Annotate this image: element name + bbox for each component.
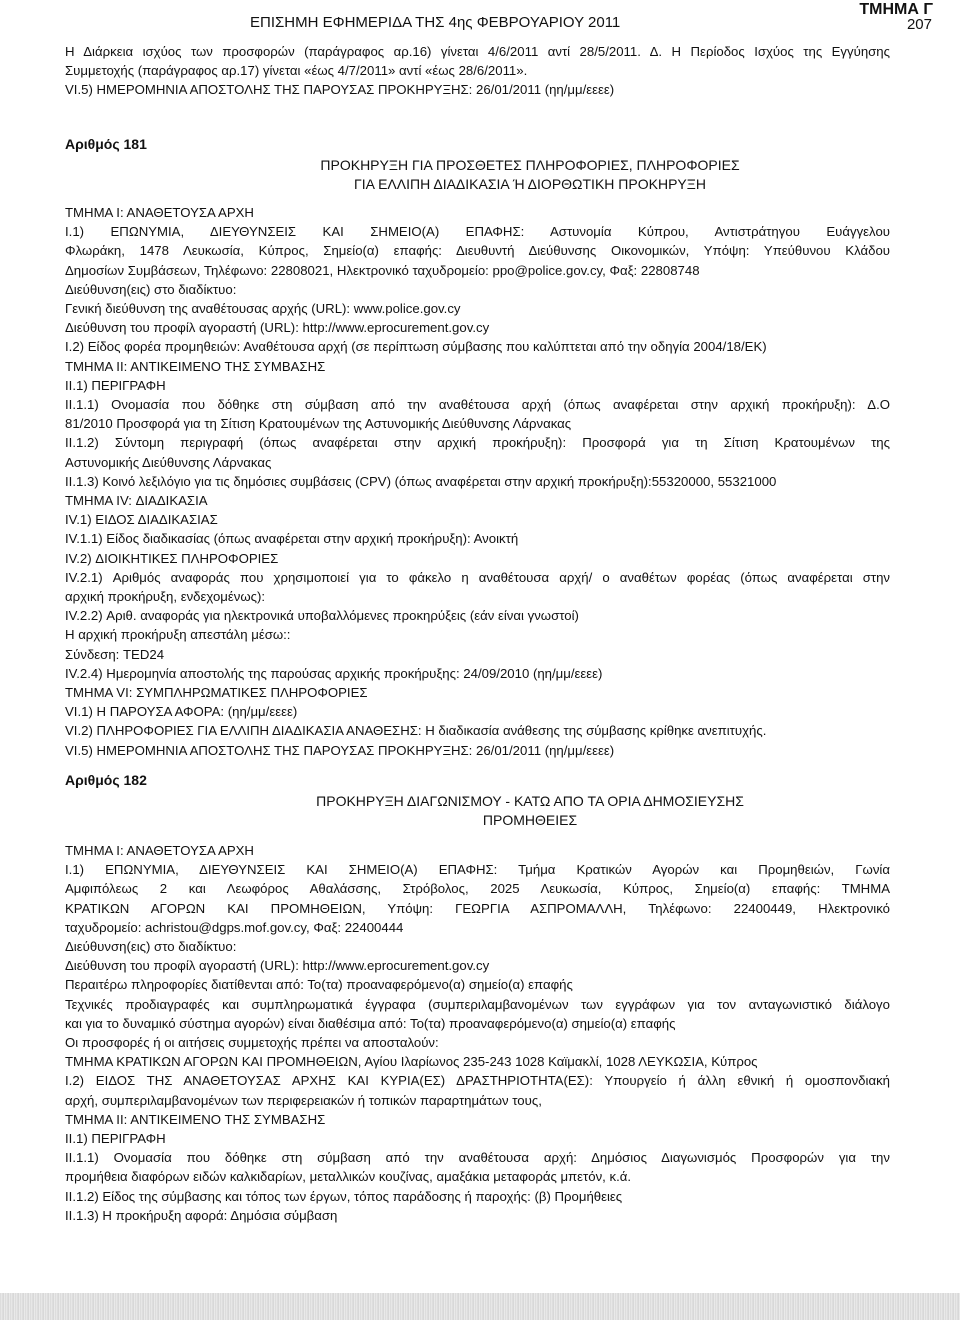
text-line: Αμφιπόλεως 2 και Λεωφόρος Αθαλάσσης, Στρόβολος, 2025 Λευκωσία, Κύπρος, Σημείο(α) επαφής: ΤΜΗΜΑ [65,881,890,897]
section-heading: ΤΜΗΜΑ ΙΙ: ΑΝΤΙΚΕΙΜΕΝΟ ΤΗΣ ΣΥΜΒΑΣΗΣ [65,1111,326,1127]
text-line: Αστυνομικής Διεύθυνσης Λάρνακας [65,454,272,470]
notice-number: Αριθμός 181 [65,136,147,152]
text-line: αρχή, συμπεριλαμβανομένων των περιφερειακών ή τοπικών παραρτημάτων τους, [65,1092,542,1108]
section-heading: ΤΜΗΜΑ Ι: ΑΝΑΘΕΤΟΥΣΑ ΑΡΧΗ [65,843,254,858]
text-line: Περαιτέρω πληροφορίες διατίθενται από: Το(τα) προαναφερόμενο(α) σημείο(α) επαφής [65,977,573,993]
text-line: IV.2.2) Αριθ. αναφοράς για ηλεκτρονικά υποβαλλόμενες προκηρύξεις (εάν είναι γνωστοί) [65,608,579,624]
section-heading: ΤΜΗΜΑ ΙΙ: ΑΝΤΙΚΕΙΜΕΝΟ ΤΗΣ ΣΥΜΒΑΣΗΣ [65,358,326,374]
text-line: Συμμετοχής (παράγραφος αρ.17) γίνεται «έως 4/7/2011» αντί «έως 28/6/2011». [65,63,528,79]
subsection-heading: IV.1) ΕΙΔΟΣ ΔΙΑΔΙΚΑΣΙΑΣ [65,512,218,528]
text-line: Η Διάρκεια ισχύος των προσφορών (παράγραφος αρ.16) γίνεται 4/6/2011 αντί 28/5/2011. Δ. Η Περίοδος Ισχύος της Εγγύησης [65,44,890,59]
text-line: Ι.1) ΕΠΩΝΥΜΙΑ, ΔΙΕΥΘΥΝΣΕΙΣ ΚΑΙ ΣΗΜΕΙΟ(Α) ΕΠΑΦΗΣ: Τμήμα Κρατικών Αγορών και Προμηθειών, Γωνία [65,862,890,878]
text-line: προμήθεια διαφόρων ειδών καλκιδαρίων, μεταλλικών κουζίνας, αμαξάκια μεταφοράς μπετόν, κ.ά. [65,1169,632,1185]
text-line: 81/2010 Προσφορά για τη Σίτιση Κρατουμένων της Αστυνομικής Διεύθυνσης Λάρνακας [65,416,572,432]
notice-title [170,792,890,830]
text-line: IV.1.1) Είδος διαδικασίας (όπως αναφέρεται στην αρχική προκήρυξη): Ανοικτή [65,531,519,547]
notice-title-line: ΠΡΟΜΗΘΕΙΕΣ [482,812,578,828]
text-line: Ι.2) Είδος φορέα προμηθειών: Αναθέτουσα αρχή (σε περίπτωση σύμβασης που καλύπτεται από την οδηγία 2004/18/ΕΚ) [65,339,767,355]
notice-title [170,156,890,194]
text-line: Σύνδεση: TED24 [65,646,165,662]
text-line: Διεύθυνση του προφίλ αγοραστή (URL): http://www.eprocurement.gov.cy [65,958,490,974]
text-line: Φλωράκη, 1478 Λευκωσία, Κύπρος, Σημείο(α) επαφής: Διευθυντή Διεύθυνσης Οικονομικών, Υπόψη: Υπεύθυνου Κλάδου [65,243,890,259]
text-line: και για το δυναμικό σύστημα αγορών) είναι διαθέσιμα από: Το(τα) προαναφερόμενο(α) σημείο(α) επαφής [65,1015,676,1031]
text-line: VI.2) ΠΛΗΡΟΦΟΡΙΕΣ ΓΙΑ ΕΛΛΙΠΗ ΔΙΑΔΙΚΑΣΙΑ ΑΝΑΘΕΣΗΣ: Η διαδικασία ανάθεσης της σύμβασης κρίθηκε ανεπιτυχής. [65,723,767,739]
text-line: Η αρχική προκήρυξη απεστάλη μέσω:: [65,627,291,643]
text-line: ΚΡΑΤΙΚΩΝ ΑΓΟΡΩΝ ΚΑΙ ΠΡΟΜΗΘΕΙΩΝ, Υπόψη: ΓΕΩΡΓΙΑ ΑΣΠΡΟΜΑΛΛΗ, Τηλέφωνο: 22400449, Ηλεκτρονικό [65,900,890,916]
text-line: ΙΙ.1.3) Η προκήρυξη αφορά: Δημόσια σύμβαση [65,1207,338,1223]
gazette-header-title: ΕΠΙΣΗΜΗ ΕΦΗΜΕΡΙΔΑ ΤΗΣ 4ης ΦΕΒΡΟΥΑΡΙΟΥ 2011 [250,14,621,31]
page-number: 207 [906,16,932,33]
text-line: ΙΙ.1.1) Ονομασία που δόθηκε στη σύμβαση από την αναθέτουσα αρχή: Δημόσιος Διαγωνισμός Προσφορών για την [65,1150,890,1166]
text-line: Διεύθυνση(εις) στο διαδίκτυο: [65,939,237,955]
notice-title-line: ΓΙΑ ΕΛΛΙΠΗ ΔΙΑΔΙΚΑΣΙΑ Ή ΔΙΟΡΘΩΤΙΚΗ ΠΡΟΚΗΡΥΞΗ [354,176,706,192]
text-line: Οι προσφορές ή οι αιτήσεις συμμετοχής πρέπει να αποσταλούν: [65,1035,439,1051]
section-heading: ΤΜΗΜΑ IV: ΔΙΑΔΙΚΑΣΙΑ [65,493,208,509]
section-heading: ΤΜΗΜΑ VI: ΣΥΜΠΛΗΡΩΜΑΤΙΚΕΣ ΠΛΗΡΟΦΟΡΙΕΣ [65,685,368,701]
previous-notice-tail [65,42,890,100]
text-line: ΤΜΗΜΑ ΚΡΑΤΙΚΩΝ ΑΓΟΡΩΝ ΚΑΙ ΠΡΟΜΗΘΕΙΩΝ, Αγίου Ιλαρίωνος 235-243 1028 Καϊμακλί, 1028 ΛΕΥΚΩΣΙΑ, Κύπρος [65,1054,758,1070]
section-heading: ΤΜΗΜΑ Ι: ΑΝΑΘΕΤΟΥΣΑ ΑΡΧΗ [65,205,254,220]
text-line: ΙΙ.1.1) Ονομασία που δόθηκε στη σύμβαση από την αναθέτουσα αρχή (όπως αναφέρεται στην αρχική προκήρυξη): Δ.Ο [65,397,890,413]
notice-title-line: ΠΡΟΚΗΡΥΞΗ ΔΙΑΓΩΝΙΣΜΟΥ - ΚΑΤΩ ΑΠΟ ΤΑ ΟΡΙΑ ΔΗΜΟΣΙΕΥΣΗΣ [316,793,744,809]
text-line: Ι.1) ΕΠΩΝΥΜΙΑ, ΔΙΕΥΘΥΝΣΕΙΣ ΚΑΙ ΣΗΜΕΙΟ(Α) ΕΠΑΦΗΣ: Αστυνομία Κύπρου, Αντιστράτηγου Ευάγγελου [65,224,890,240]
text-line: VI.5) ΗΜΕΡΟΜΗΝΙΑ ΑΠΟΣΤΟΛΗΣ ΤΗΣ ΠΑΡΟΥΣΑΣ ΠΡΟΚΗΡΥΞΗΣ: 26/01/2011 (ηη/μμ/εεεε) [65,742,615,758]
text-line: IV.2.1) Αριθμός αναφοράς που χρησιμοποιεί για το φάκελο η αναθέτουσα αρχή/ ο αναθέτων φορέας (όπως αναφέρεται στην [65,569,890,585]
subsection-heading: ΙΙ.1) ΠΕΡΙΓΡΑΦΗ [65,377,166,393]
notice-182-body [65,841,890,1225]
text-line: ΙΙ.1.2) Σύντομη περιγραφή (όπως αναφέρεται στην αρχική προκήρυξη): Προσφορά για τη Σίτιση Κρατουμένων της [65,435,890,451]
notice-number: Αριθμός 182 [65,772,147,788]
text-line: ΙΙ.1.3) Κοινό λεξιλόγιο για τις δημόσιες συμβάσεις (CPV) (όπως αναφέρεται στην αρχική προκήρυξη):55320000, 55321000 [65,473,777,489]
text-line: Διεύθυνση του προφίλ αγοραστή (URL): http://www.eprocurement.gov.cy [65,320,490,336]
text-line: Γενική διεύθυνση της αναθέτουσας αρχής (URL): www.police.gov.cy [65,301,461,317]
notice-title-line: ΠΡΟΚΗΡΥΞΗ ΓΙΑ ΠΡΟΣΘΕΤΕΣ ΠΛΗΡΟΦΟΡΙΕΣ, ΠΛΗΡΟΦΟΡΙΕΣ [320,157,740,173]
text-line: αρχική προκήρυξη, ενδεχομένως): [65,589,266,605]
text-line: ταχυδρομείο: achristou@dgps.mof.gov.cy, Φαξ: 22400444 [65,919,404,935]
text-line: ΙΙ.1.2) Είδος της σύμβασης και τόπος των έργων, τόπος παράδοσης ή παροχής: (β) Προμήθειες [65,1188,623,1204]
text-line: Ι.2) ΕΙΔΟΣ ΤΗΣ ΑΝΑΘΕΤΟΥΣΑΣ ΑΡΧΗΣ ΚΑΙ ΚΥΡΙΑ(ΕΣ) ΔΡΑΣΤΗΡΙΟΤΗΤΑ(ΕΣ): Υπουργείο ή άλλη εθνική ή ομοσπονδιακή [65,1073,890,1089]
notice-181-body [65,203,890,760]
scan-edge-noise [0,1293,960,1320]
text-line: Δημοσίων Συμβάσεων, Τηλέφωνο: 22808021, Ηλεκτρονικό ταχυδρομείο: ppo@police.gov.cy, Φαξ: 22808748 [65,262,700,278]
subsection-heading: ΙΙ.1) ΠΕΡΙΓΡΑΦΗ [65,1131,166,1147]
text-line: VI.1) Η ΠΑΡΟΥΣΑ ΑΦΟΡΑ: (ηη/μμ/εεεε) [65,704,298,720]
text-line: VI.5) ΗΜΕΡΟΜΗΝΙΑ ΑΠΟΣΤΟΛΗΣ ΤΗΣ ΠΑΡΟΥΣΑΣ ΠΡΟΚΗΡΥΞΗΣ: 26/01/2011 (ηη/μμ/εεεε) [65,82,615,98]
text-line: Διεύθυνση(εις) στο διαδίκτυο: [65,281,237,297]
section-label: ΤΜΗΜΑ Γ [859,1,933,18]
subsection-heading: IV.2) ΔΙΟΙΚΗΤΙΚΕΣ ΠΛΗΡΟΦΟΡΙΕΣ [65,550,279,566]
text-line: Τεχνικές προδιαγραφές και συμπληρωματικά έγγραφα (συμπεριλαμβανομένων των εγγράφων για τον ανταγωνιστικό διάλογο [65,996,890,1012]
text-line: IV.2.4) Ημερομηνία αποστολής της παρούσας αρχικής προκήρυξης: 24/09/2010 (ηη/μμ/εεεε) [65,665,603,681]
